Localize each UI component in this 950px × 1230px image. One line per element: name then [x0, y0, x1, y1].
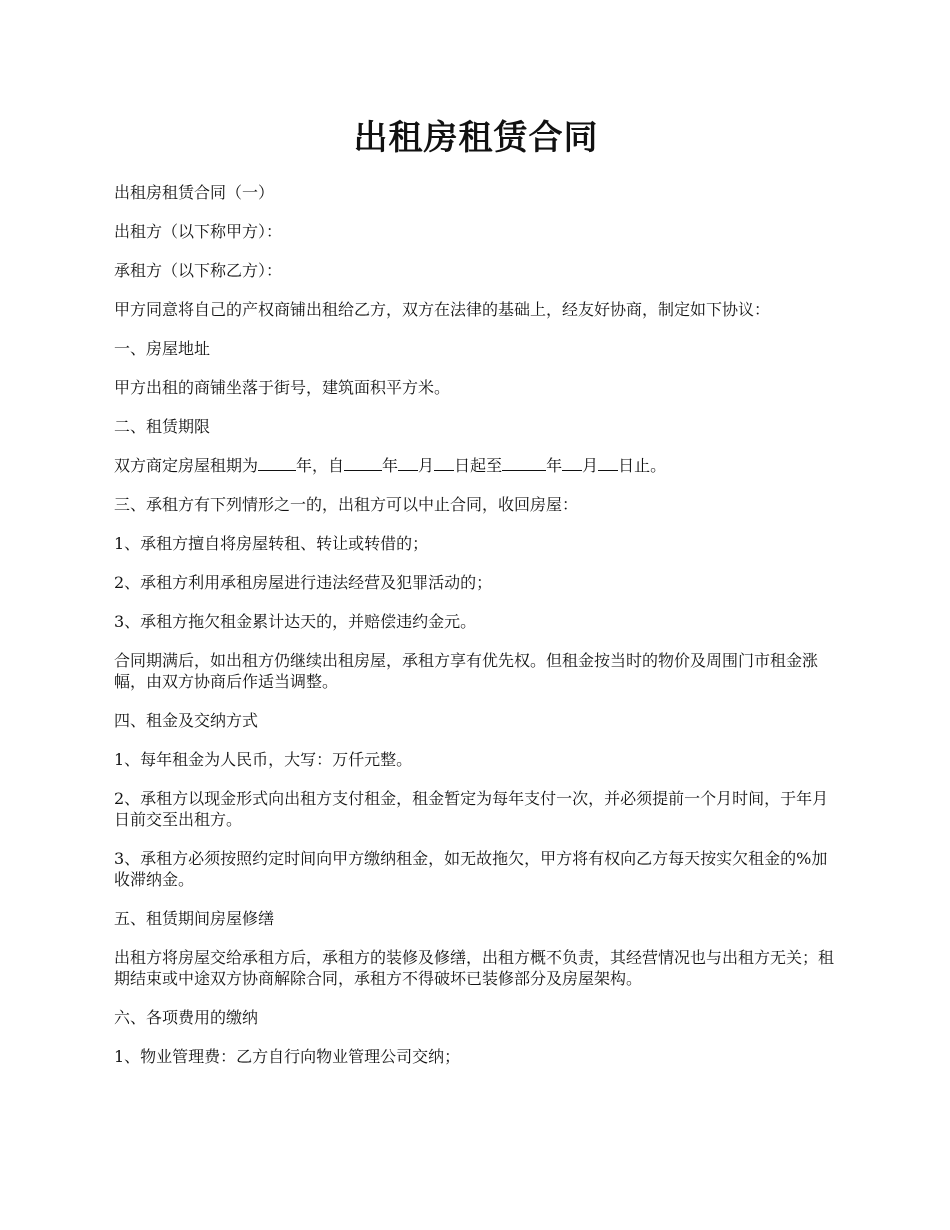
- lease-term-clause: [114, 455, 838, 476]
- term-text: 年: [546, 456, 563, 475]
- blank-start-day: [434, 455, 454, 471]
- blank-start-month: [398, 455, 418, 471]
- blank-years: [258, 455, 296, 471]
- term-text: 年: [382, 456, 399, 475]
- termination-item-3: 3、承租方拖欠租金累计达天的，并赔偿违约金元。: [114, 612, 477, 631]
- section-heading-termination: 三、承租方有下列情形之一的，出租方可以中止合同，收回房屋：: [114, 495, 579, 514]
- blank-end-year: [502, 455, 546, 471]
- section-heading-repairs: 五、租赁期间房屋修缮: [114, 909, 275, 928]
- blank-end-day: [598, 455, 618, 471]
- contract-subtitle: 出租房租赁合同（一）: [114, 183, 275, 202]
- fees-item-1: 1、物业管理费：乙方自行向物业管理公司交纳；: [114, 1047, 461, 1066]
- termination-item-1: 1、承租方擅自将房屋转租、转让或转借的；: [114, 534, 429, 553]
- blank-end-month: [562, 455, 582, 471]
- section-heading-address: 一、房屋地址: [114, 339, 211, 358]
- repairs-clause: 出租方将房屋交给承租方后，承租方的装修及修缮，出租方概不负责，其经营情况也与出租方无关；租期结束或中途双方协商解除合同，承租方不得破坏已装修部分及房屋架构。: [114, 948, 835, 988]
- section-heading-rent: 四、租金及交纳方式: [114, 711, 259, 730]
- address-clause: 甲方出租的商铺坐落于街号，建筑面积平方米。: [114, 378, 451, 397]
- term-text: 年，自: [296, 456, 345, 475]
- section-heading-term: 二、租赁期限: [114, 417, 211, 436]
- rent-item-3: 3、承租方必须按照约定时间向甲方缴纳租金，如无故拖欠，甲方将有权向乙方每天按实欠租金的%加收滞纳金。: [114, 849, 828, 889]
- term-text: 月: [582, 456, 599, 475]
- document-title: 出租房租赁合同: [353, 118, 599, 158]
- renewal-clause: 合同期满后，如出租方仍继续出租房屋，承租方享有优先权。但租金按当时的物价及周围门市租金涨幅，由双方协商后作适当调整。: [114, 651, 819, 691]
- term-text: 月: [418, 456, 435, 475]
- section-heading-fees: 六、各项费用的缴纳: [114, 1008, 259, 1027]
- lessee-line: 承租方（以下称乙方）：: [114, 261, 283, 280]
- term-text: 日起至: [454, 456, 503, 475]
- term-text: 双方商定房屋租期为: [114, 456, 259, 475]
- blank-start-year: [344, 455, 382, 471]
- lessor-line: 出租方（以下称甲方）：: [114, 222, 283, 241]
- termination-item-2: 2、承租方利用承租房屋进行违法经营及犯罪活动的；: [114, 573, 493, 592]
- rent-item-1: 1、每年租金为人民币，大写：万仟元整。: [114, 750, 413, 769]
- term-text: 日止。: [618, 456, 667, 475]
- rent-item-2: 2、承租方以现金形式向出租方支付租金，租金暂定为每年支付一次，并必须提前一个月时间，于年月日前交至出租方。: [114, 789, 829, 829]
- agreement-intro: 甲方同意将自己的产权商铺出租给乙方，双方在法律的基础上，经友好协商，制定如下协议：: [114, 300, 771, 319]
